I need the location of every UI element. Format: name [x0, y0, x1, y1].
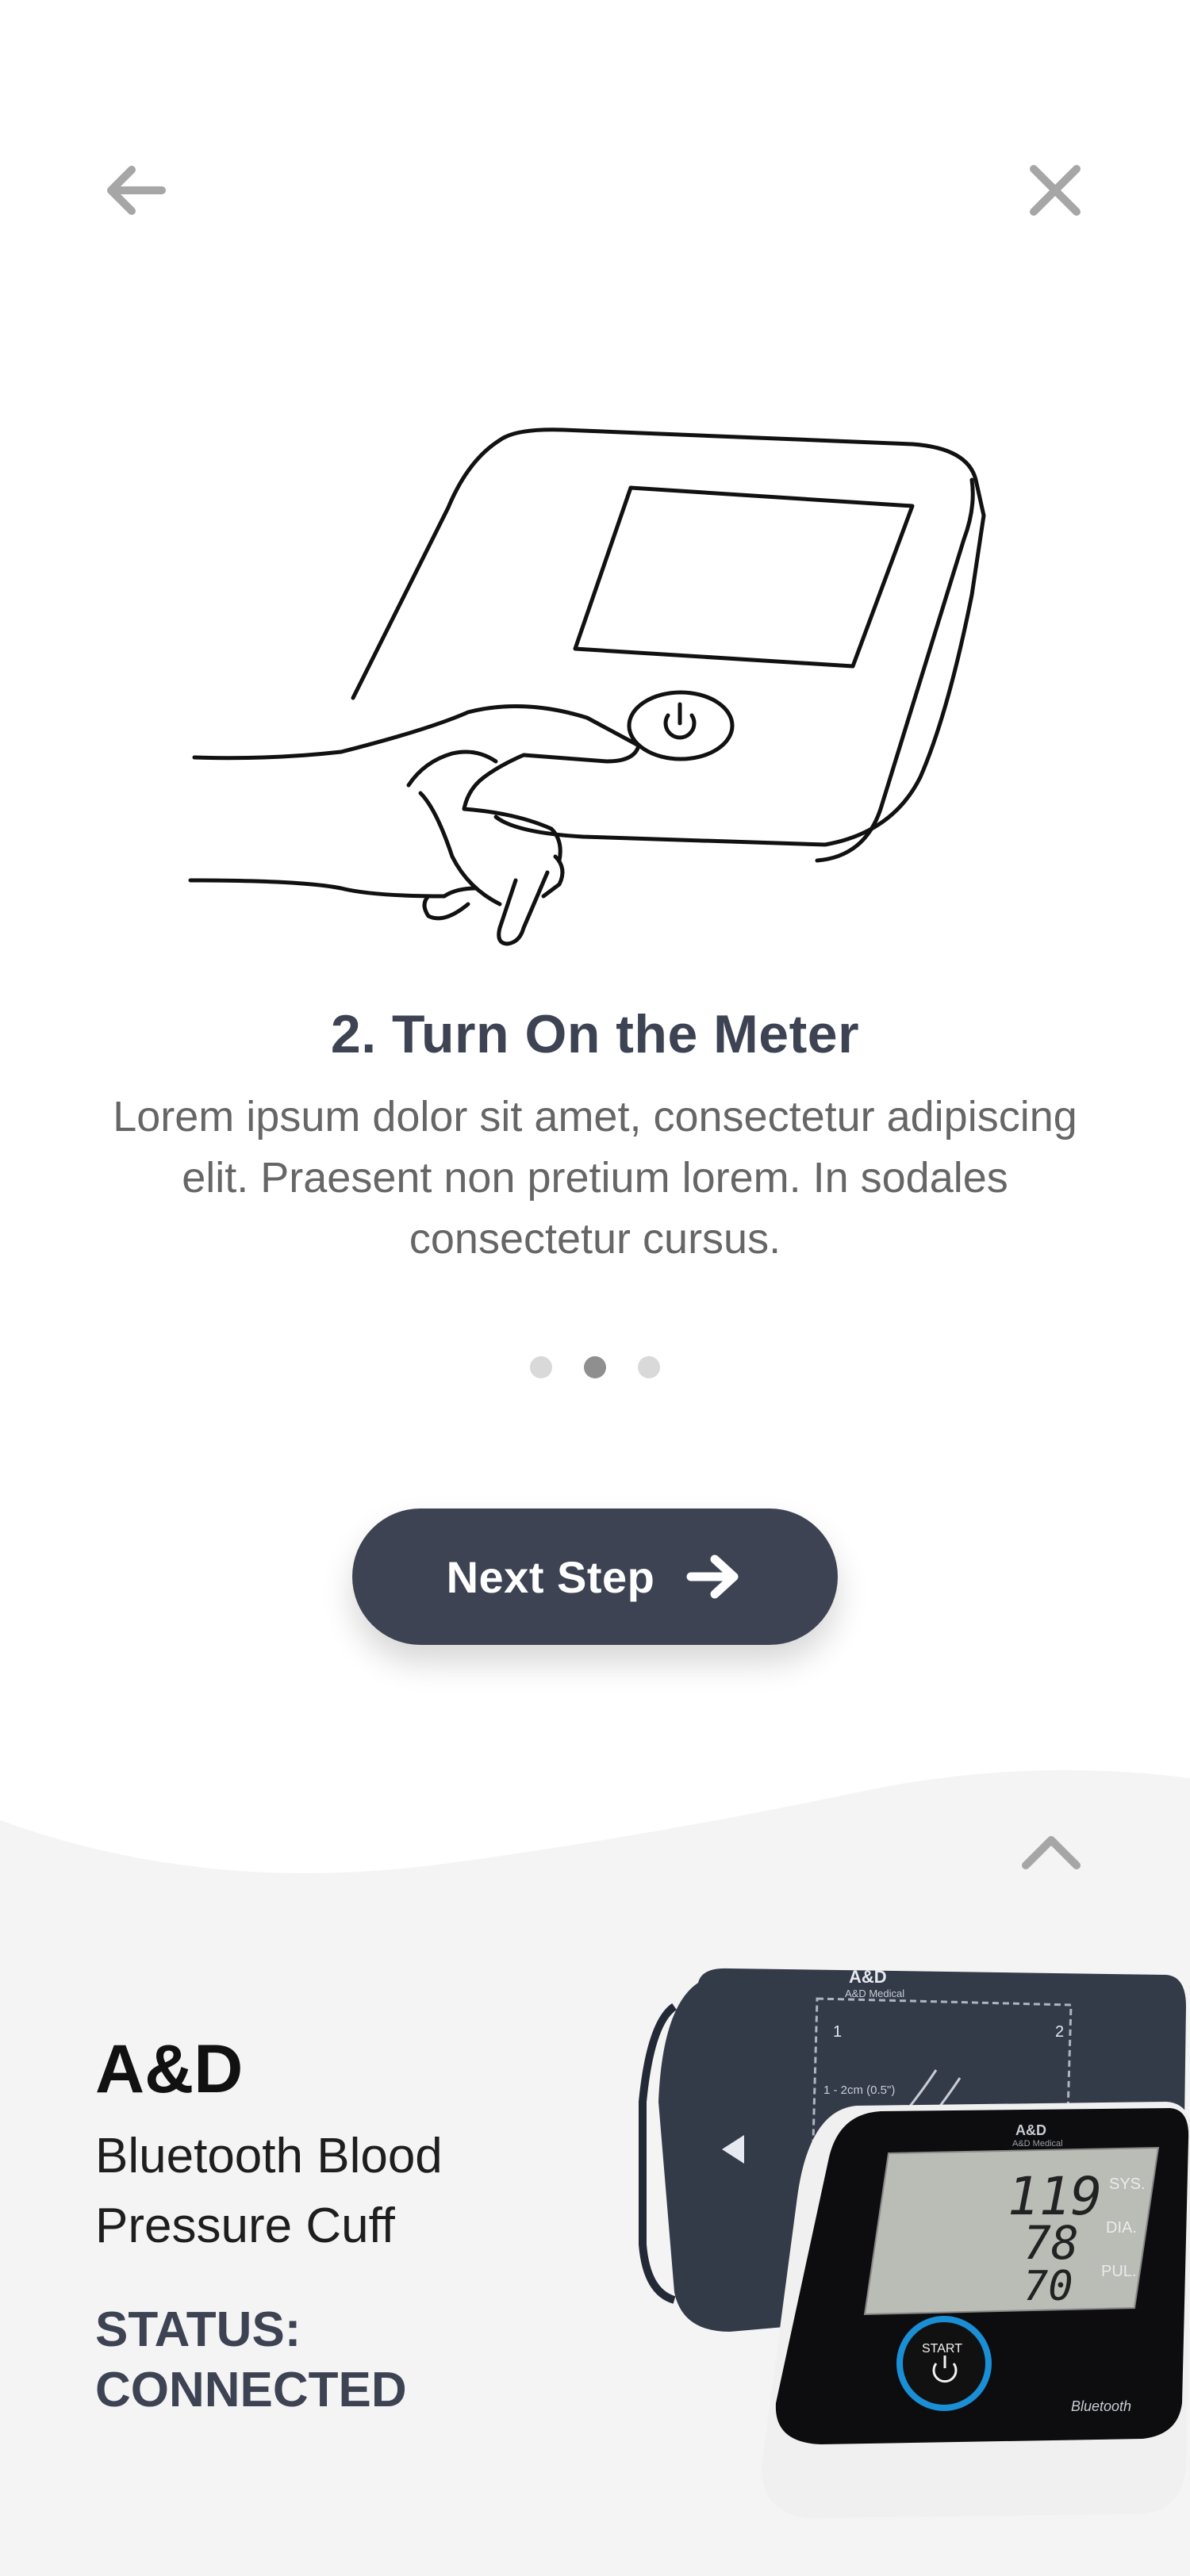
- cuff-marker-2: 2: [1055, 2023, 1065, 2041]
- sys-label: SYS.: [1109, 2175, 1146, 2193]
- blood-pressure-monitor-image: [627, 1959, 1190, 2530]
- page-dot-3[interactable]: [638, 1356, 660, 1378]
- arrow-left-icon: [102, 163, 168, 218]
- page-dot-1[interactable]: [530, 1356, 552, 1378]
- back-button[interactable]: [95, 151, 175, 230]
- chevron-up-icon: [1019, 1832, 1083, 1872]
- bluetooth-label: Bluetooth: [1071, 2398, 1132, 2414]
- connection-status: STATUS: CONNECTED: [95, 2302, 407, 2417]
- monitor-logo: A&D: [1015, 2122, 1046, 2138]
- step-description: Lorem ipsum dolor sit amet, consectetur adipiscing elit. Praesent non pretium lorem. In sodales consectetur cursus.: [113, 1093, 1077, 1263]
- close-icon: [1027, 163, 1083, 218]
- lcd-dia-value: 78: [1023, 2216, 1079, 2270]
- lcd-sys-value: 119: [1008, 2166, 1103, 2227]
- step-title: 2. Turn On the Meter: [330, 1004, 860, 1064]
- next-step-label: Next Step: [446, 1551, 655, 1602]
- device-name: Bluetooth Blood Pressure Cuff: [95, 2129, 443, 2253]
- page-dot-2-active[interactable]: [584, 1356, 606, 1378]
- device-brand: A&D: [95, 2031, 244, 2107]
- pul-label: PUL.: [1101, 2263, 1137, 2280]
- turn-on-meter-illustration: [182, 412, 1023, 952]
- expand-sheet-button[interactable]: [1012, 1820, 1091, 1884]
- monitor-sub-logo: A&D Medical: [1012, 2139, 1063, 2149]
- lcd-pul-value: 70: [1023, 2263, 1073, 2310]
- dia-label: DIA.: [1106, 2219, 1137, 2237]
- cuff-marker-1: 1: [833, 2023, 843, 2041]
- close-button[interactable]: [1015, 151, 1095, 230]
- pagination-dots: [0, 1356, 1190, 1378]
- arrow-right-icon: [686, 1553, 743, 1600]
- start-label: START: [922, 2342, 962, 2356]
- next-step-button[interactable]: [352, 1508, 838, 1645]
- cuff-logo: A&D: [849, 1967, 887, 1987]
- cuff-sub-logo: A&D Medical: [845, 1988, 905, 1999]
- cuff-fit-text: 1 - 2cm (0.5"): [823, 2083, 896, 2097]
